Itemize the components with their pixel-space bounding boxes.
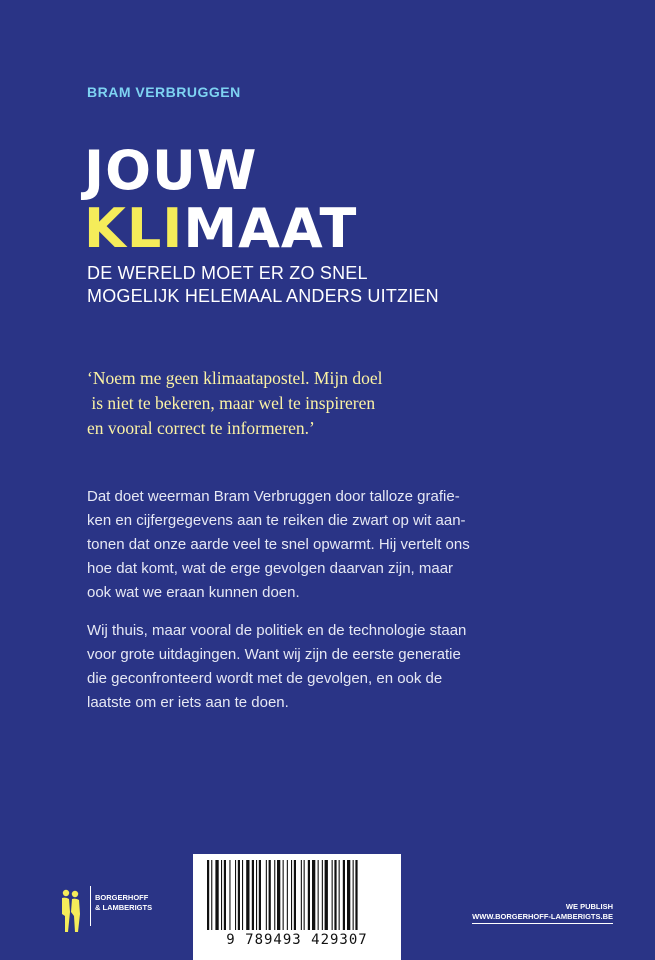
barcode-bar <box>325 860 328 930</box>
barcode-bar <box>215 860 218 930</box>
barcode-bar <box>312 860 315 930</box>
title-rest: MAAT <box>183 197 358 260</box>
barcode <box>193 854 401 960</box>
barcode-bar <box>322 860 323 930</box>
barcode-bar <box>238 860 240 930</box>
barcode-bar <box>224 860 226 930</box>
blurb-line: die geconfronteerd wordt met de gevolgen, en ook de <box>87 670 443 687</box>
barcode-bar <box>256 860 257 930</box>
barcode-bar <box>259 860 261 930</box>
web-tagline: WE PUBLISH <box>565 902 613 911</box>
barcode-bar <box>355 860 357 930</box>
publisher-logo-icon <box>58 888 84 934</box>
barcode-bars <box>207 860 391 930</box>
book-subtitle <box>87 262 439 308</box>
isbn-number: 9 789493 429307 <box>226 932 368 948</box>
subtitle-line: DE WERELD MOET ER ZO SNEL <box>87 263 368 283</box>
barcode-bar <box>353 860 354 930</box>
barcode-bar <box>301 860 302 930</box>
barcode-bar <box>291 860 292 930</box>
barcode-bar <box>252 860 254 930</box>
book-title <box>84 139 358 260</box>
barcode-bar <box>283 860 284 930</box>
title-highlight: KLI <box>84 197 184 260</box>
barcode-bar <box>211 860 212 930</box>
barcode-bar <box>235 860 236 930</box>
barcode-bar <box>242 860 243 930</box>
blurb-line: tonen dat onze aarde veel te snel opwarmt. Hij vertelt ons <box>87 536 470 553</box>
barcode-bar <box>304 860 305 930</box>
barcode-bar <box>294 860 296 930</box>
barcode-bar <box>332 860 333 930</box>
publisher-name <box>95 893 152 913</box>
blurb-line: hoe dat komt, wat de erge gevolgen daarvan zijn, maar <box>87 560 454 577</box>
blurb-paragraph-1 <box>87 485 527 605</box>
barcode-bar <box>347 860 350 930</box>
blurb-line: voor grote uitdagingen. Want wij zijn de eerste generatie <box>87 646 461 663</box>
publisher-line: BORGERHOFF <box>95 893 149 902</box>
author-name: BRAM VERBRUGGEN <box>87 84 241 100</box>
blurb-line: Wij thuis, maar vooral de politiek en de technologie staan <box>87 622 467 639</box>
blurb-paragraph-2 <box>87 619 527 715</box>
quote-line: is niet te bekeren, maar wel te inspireren <box>87 393 376 413</box>
barcode-bar <box>334 860 336 930</box>
barcode-bar <box>266 860 267 930</box>
blurb-line: Dat doet weerman Bram Verbruggen door talloze grafie- <box>87 488 460 505</box>
title-line-1: JOUW <box>84 139 258 202</box>
barcode-bar <box>274 860 275 930</box>
barcode-bar <box>339 860 340 930</box>
publisher-line: & LAMBERIGTS <box>95 903 153 912</box>
logo-divider <box>90 886 91 926</box>
barcode-bar <box>277 860 280 930</box>
barcode-bar <box>269 860 271 930</box>
web-url[interactable]: WWW.BORGERHOFF-LAMBERIGTS.BE <box>472 912 613 924</box>
quote-line: en vooral correct te informeren.’ <box>87 418 315 438</box>
barcode-bar <box>343 860 345 930</box>
barcode-bar <box>318 860 319 930</box>
title-line-2 <box>84 197 358 260</box>
barcode-bar <box>207 860 209 930</box>
barcode-bar <box>287 860 288 930</box>
author-quote <box>87 366 427 441</box>
barcode-bar <box>308 860 310 930</box>
blurb-line: laatste om er iets aan te doen. <box>87 694 289 711</box>
publisher-web <box>472 902 613 924</box>
subtitle-line: MOGELIJK HELEMAAL ANDERS UITZIEN <box>87 286 439 306</box>
blurb-line: ook wat we eraan kunnen doen. <box>87 584 300 601</box>
barcode-bar <box>246 860 249 930</box>
quote-line: ‘Noem me geen klimaatapostel. Mijn doel <box>87 368 383 388</box>
barcode-bar <box>221 860 222 930</box>
barcode-bar <box>229 860 230 930</box>
blurb-line: ken en cijfergegevens aan te reiken die zwart op wit aan- <box>87 512 466 529</box>
